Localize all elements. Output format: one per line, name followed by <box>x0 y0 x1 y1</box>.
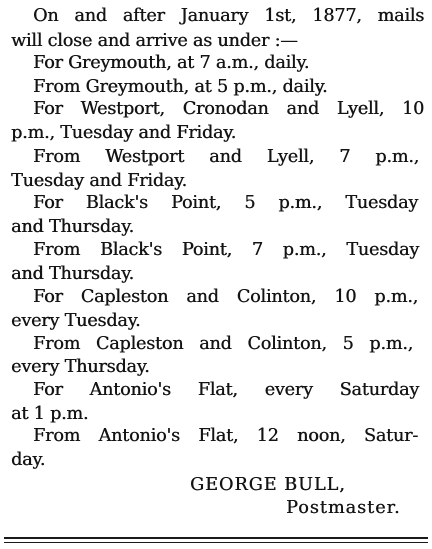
signature-name: GEORGE BULL, <box>190 475 346 495</box>
notice-line-14: every Tuesday. <box>11 311 141 331</box>
notice-line-8: Tuesday and Friday. <box>11 171 187 191</box>
notice-line-10: and Thursday. <box>11 217 134 237</box>
notice-line-16: every Thursday. <box>11 357 150 377</box>
notice-line-12: and Thursday. <box>11 264 134 284</box>
notice-line-1: On and after January 1st, 1877, mails <box>33 6 424 26</box>
column-rule-bottom <box>4 542 428 543</box>
notice-line-19: From Antonio's Flat, 12 noon, Satur- <box>33 426 418 446</box>
notice-line-2: will close and arrive as under :— <box>11 31 298 51</box>
column-rule-top <box>4 537 428 539</box>
notice-line-11: From Black's Point, 7 p.m., Tuesday <box>33 240 419 260</box>
notice-line-15: From Capleston and Colinton, 5 p.m., <box>33 334 413 354</box>
notice-line-9: For Black's Point, 5 p.m., Tuesday <box>33 193 418 213</box>
notice-line-18: at 1 p.m. <box>11 404 89 424</box>
notice-line-6: p.m., Tuesday and Friday. <box>11 123 236 143</box>
signature-title: Postmaster. <box>286 498 401 518</box>
notice-line-17: For Antonio's Flat, every Saturday <box>33 380 419 400</box>
notice-line-5: For Westport, Cronodan and Lyell, 10 <box>33 99 424 119</box>
notice-line-4: From Greymouth, at 5 p.m., daily. <box>33 77 328 97</box>
notice-line-7: From Westport and Lyell, 7 p.m., <box>33 147 419 167</box>
notice-line-3: For Greymouth, at 7 a.m., daily. <box>33 53 310 73</box>
notice-line-20: day. <box>11 450 46 470</box>
notice-line-13: For Capleston and Colinton, 10 p.m., <box>33 287 418 307</box>
